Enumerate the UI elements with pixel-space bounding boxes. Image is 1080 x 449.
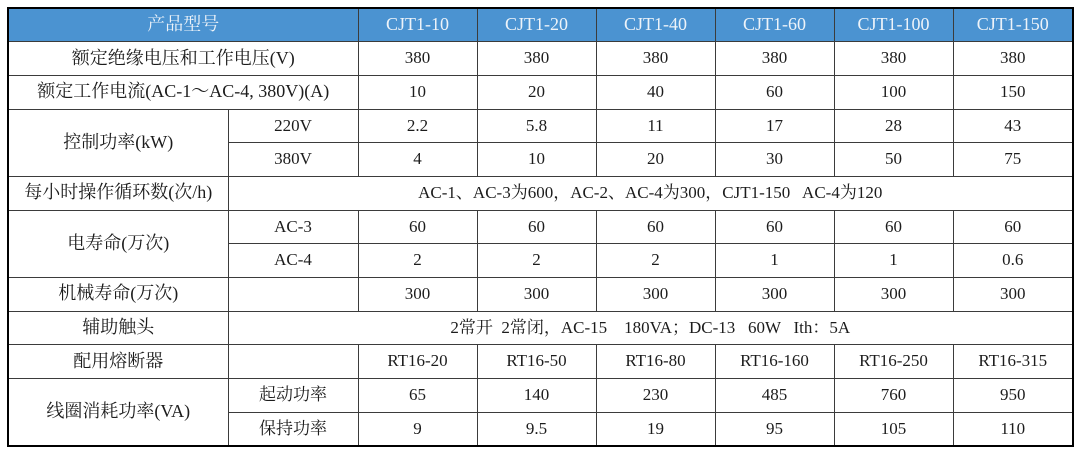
control-power-220v-value: 11 — [596, 109, 715, 143]
model-header-cjt1-10: CJT1-10 — [358, 8, 477, 42]
rated-current-value: 10 — [358, 75, 477, 109]
operating-cycles-label: 每小时操作循环数(次/h) — [8, 176, 228, 210]
electrical-life-ac3-value: 60 — [715, 210, 834, 244]
coil-power-holding-value: 110 — [953, 412, 1073, 446]
rated-current-value: 60 — [715, 75, 834, 109]
control-power-220v-label: 220V — [228, 109, 358, 143]
row-mechanical-life — [8, 278, 1073, 312]
fuse-spacer-cell — [228, 345, 358, 379]
control-power-380v-label: 380V — [228, 143, 358, 177]
rated-current-value: 40 — [596, 75, 715, 109]
insulation-voltage-value: 380 — [596, 42, 715, 76]
coil-power-holding-value: 19 — [596, 412, 715, 446]
row-control-power-220v — [8, 109, 1073, 143]
row-auxiliary-contacts — [8, 311, 1073, 345]
row-electrical-life-ac3 — [8, 210, 1073, 244]
electrical-life-ac3-value: 60 — [477, 210, 596, 244]
control-power-380v-value: 20 — [596, 143, 715, 177]
electrical-life-ac3-value: 60 — [358, 210, 477, 244]
insulation-voltage-value: 380 — [358, 42, 477, 76]
fuse-value: RT16-20 — [358, 345, 477, 379]
control-power-label: 控制功率(kW) — [8, 109, 228, 176]
fuse-value: RT16-160 — [715, 345, 834, 379]
control-power-220v-value: 2.2 — [358, 109, 477, 143]
mechanical-life-value: 300 — [358, 278, 477, 312]
insulation-voltage-label: 额定绝缘电压和工作电压(V) — [8, 42, 358, 76]
coil-power-inrush-label: 起动功率 — [228, 379, 358, 413]
electrical-life-ac4-value: 2 — [358, 244, 477, 278]
coil-power-inrush-value: 760 — [834, 379, 953, 413]
mechanical-life-value: 300 — [953, 278, 1073, 312]
control-power-220v-value: 17 — [715, 109, 834, 143]
electrical-life-ac4-value: 2 — [477, 244, 596, 278]
coil-power-inrush-value: 485 — [715, 379, 834, 413]
insulation-voltage-value: 380 — [953, 42, 1073, 76]
control-power-380v-value: 10 — [477, 143, 596, 177]
rated-current-value: 100 — [834, 75, 953, 109]
coil-power-holding-value: 9 — [358, 412, 477, 446]
fuse-value: RT16-80 — [596, 345, 715, 379]
electrical-life-ac3-value: 60 — [953, 210, 1073, 244]
rated-current-label: 额定工作电流(AC-1～AC-4, 380V)(A) — [8, 75, 358, 109]
mechanical-life-label: 机械寿命(万次) — [8, 278, 228, 312]
row-coil-power-inrush — [8, 379, 1073, 413]
row-fuse — [8, 345, 1073, 379]
control-power-380v-value: 4 — [358, 143, 477, 177]
electrical-life-ac4-value: 2 — [596, 244, 715, 278]
coil-power-inrush-value: 950 — [953, 379, 1073, 413]
mechanical-life-value: 300 — [834, 278, 953, 312]
electrical-life-ac4-label: AC-4 — [228, 244, 358, 278]
mechanical-life-value: 300 — [715, 278, 834, 312]
fuse-label: 配用熔断器 — [8, 345, 228, 379]
row-operating-cycles — [8, 176, 1073, 210]
insulation-voltage-value: 380 — [834, 42, 953, 76]
coil-power-holding-value: 95 — [715, 412, 834, 446]
model-header-cjt1-40: CJT1-40 — [596, 8, 715, 42]
control-power-380v-value: 30 — [715, 143, 834, 177]
electrical-life-ac4-value: 1 — [715, 244, 834, 278]
electrical-life-ac3-value: 60 — [834, 210, 953, 244]
coil-power-holding-value: 9.5 — [477, 412, 596, 446]
insulation-voltage-value: 380 — [477, 42, 596, 76]
coil-power-inrush-value: 65 — [358, 379, 477, 413]
electrical-life-label: 电寿命(万次) — [8, 210, 228, 277]
coil-power-holding-value: 105 — [834, 412, 953, 446]
control-power-220v-value: 5.8 — [477, 109, 596, 143]
spec-table — [7, 7, 1074, 447]
model-header-cjt1-100: CJT1-100 — [834, 8, 953, 42]
mechanical-life-value: 300 — [477, 278, 596, 312]
rated-current-value: 150 — [953, 75, 1073, 109]
fuse-value: RT16-50 — [477, 345, 596, 379]
mechanical-life-value: 300 — [596, 278, 715, 312]
fuse-value: RT16-250 — [834, 345, 953, 379]
control-power-380v-value: 75 — [953, 143, 1073, 177]
insulation-voltage-value: 380 — [715, 42, 834, 76]
row-rated-current — [8, 75, 1073, 109]
row-insulation-voltage — [8, 42, 1073, 76]
control-power-380v-value: 50 — [834, 143, 953, 177]
product-model-header: 产品型号 — [8, 8, 358, 42]
fuse-value: RT16-315 — [953, 345, 1073, 379]
auxiliary-contacts-value: 2常开 2常闭，AC-15 180VA；DC-13 60W Ith：5A — [228, 311, 1073, 345]
rated-current-value: 20 — [477, 75, 596, 109]
model-header-cjt1-150: CJT1-150 — [953, 8, 1073, 42]
control-power-220v-value: 43 — [953, 109, 1073, 143]
electrical-life-ac3-label: AC-3 — [228, 210, 358, 244]
model-header-cjt1-20: CJT1-20 — [477, 8, 596, 42]
coil-power-inrush-value: 140 — [477, 379, 596, 413]
electrical-life-ac3-value: 60 — [596, 210, 715, 244]
coil-power-holding-label: 保持功率 — [228, 412, 358, 446]
model-header-cjt1-60: CJT1-60 — [715, 8, 834, 42]
auxiliary-contacts-label: 辅助触头 — [8, 311, 228, 345]
header-row — [8, 8, 1073, 42]
mechanical-life-spacer-cell — [228, 278, 358, 312]
electrical-life-ac4-value: 1 — [834, 244, 953, 278]
operating-cycles-value: AC-1、AC-3为600，AC-2、AC-4为300，CJT1-150 AC-4为120 — [228, 176, 1073, 210]
coil-power-label: 线圈消耗功率(VA) — [8, 379, 228, 446]
electrical-life-ac4-value: 0.6 — [953, 244, 1073, 278]
control-power-220v-value: 28 — [834, 109, 953, 143]
coil-power-inrush-value: 230 — [596, 379, 715, 413]
